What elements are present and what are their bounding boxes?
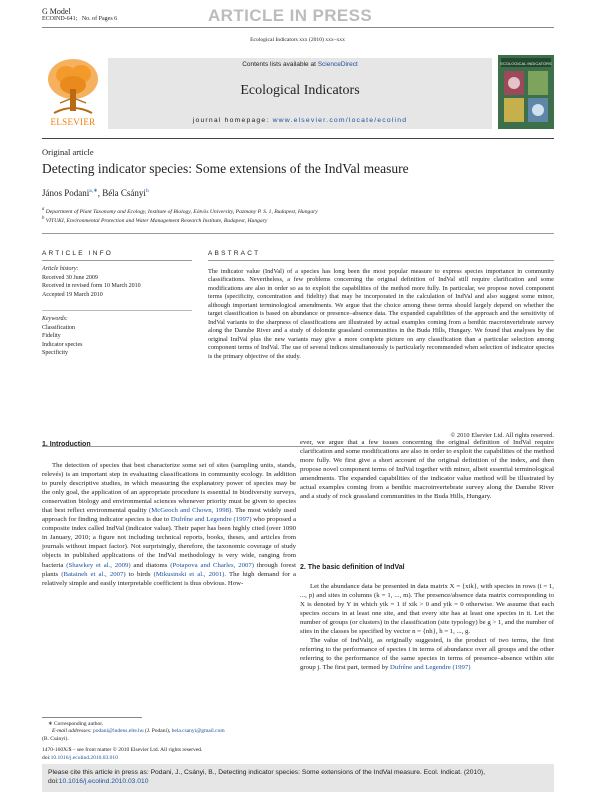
intro-paragraph-1 <box>42 461 296 588</box>
corresponding-author-footnote <box>42 721 292 743</box>
email-line <box>42 728 292 735</box>
journal-homepage-line <box>108 117 492 124</box>
intro-text-5: through forest plants <box>42 561 297 578</box>
masthead-divider <box>42 138 554 139</box>
elsevier-wordmark: ELSEVIER <box>50 117 96 127</box>
history-label: Article history: <box>42 266 79 272</box>
basic-paragraph-1: Let the abundance data be presented in data matrix X = {xik}, with species in rows (i = 1, ..., p) and sites in columns (k = 1, ..., m). The presence/absence data matrix corresponding to X is denoted by Y in which yik = 1 if xik > 0 and yik = 0 otherwise. We assume that each species occurs in at least one site, and that every site has at least one species in it. Let the number of groups (or clusters) in the classification (site typology) be g > 1, and the number of sites in the classes be specified by vector n = {nh}, h = 1, ..., g. <box>300 583 554 636</box>
affiliation-b-text: VITUKI, Environmental Protection and Water Management Research Institute, Budapest, Hungary <box>44 217 268 224</box>
email-csanyi-link[interactable]: bela.csanyi@gmail.com <box>171 728 225 735</box>
article-info-rule <box>42 260 192 261</box>
doi-prefix: doi: <box>42 755 51 761</box>
citation-shawkey[interactable]: (Shawkey et al., 2009) <box>66 561 131 569</box>
abstract-rule <box>208 260 554 261</box>
right-column-continuation <box>300 438 554 501</box>
citation-mcgeoch-chown[interactable]: (McGeoch and Chown, 1998). <box>149 507 233 515</box>
cite-text: Please cite this article in press as: Podani, J., Csányi, B., Detecting indicator species: Some extensions of the IndVal measure. Ecol. Indicat. (2010), doi: <box>48 769 486 785</box>
revised-date: Received in revised form 10 March 2010 <box>42 283 141 290</box>
abstract-heading: ABSTRACT <box>208 250 261 257</box>
affiliation-b-marker: b <box>42 216 45 221</box>
cite-this-article-box <box>42 764 554 792</box>
keywords-rule <box>42 310 192 311</box>
contents-line <box>108 61 492 68</box>
header-divider <box>42 27 554 28</box>
affiliation-a <box>42 207 318 215</box>
email-csanyi-name: (B. Csányi). <box>42 735 69 742</box>
article-info-heading: ARTICLE INFO <box>42 250 114 257</box>
homepage-url-link[interactable]: www.elsevier.com/locate/ecolind <box>272 117 408 124</box>
g-model-label: G Model <box>42 7 71 16</box>
keyword-item: Classification <box>42 324 75 331</box>
article-title: Detecting indicator species: Some extensions of the IndVal measure <box>42 161 409 176</box>
author-csanyi: Béla Csányi <box>102 188 146 198</box>
basic-definition-heading: 2. The basic definition of IndVal <box>300 564 405 571</box>
contents-prefix: Contents lists available at <box>242 61 318 68</box>
basic-paragraph-2 <box>300 636 554 672</box>
journal-reference: Ecological Indicators xxx (2010) xxx–xxx <box>250 37 345 43</box>
keyword-item: Indicator species <box>42 341 83 348</box>
introduction-heading: 1. Introduction <box>42 441 91 448</box>
author-separator: , <box>97 188 103 198</box>
article-code-line <box>42 16 117 22</box>
intro-text-4: and diatoms <box>130 561 171 569</box>
doi-line <box>42 755 442 762</box>
sciencedirect-link[interactable]: ScienceDirect <box>317 61 358 68</box>
email-podani-name: (J. Podani), <box>143 728 172 735</box>
intro-text-3: who proposed a composite index called IndVal (indicator value). Their paper has been highly cited (over 1090 in January, 2010; a figure not including technical reports, books, theses, and articles from journals without impact factor). Not surprisingly, therefore, the taxonomic coverage of study objects in published applications of the IndVal methodology is very wide, ranging from bacteria <box>42 516 297 569</box>
journal-title: Ecological Indicators <box>240 83 360 98</box>
elsevier-tree-logo-icon <box>42 55 104 119</box>
journal-cover-image <box>498 55 554 129</box>
citation-dufrene-legendre-2[interactable]: Dufrêne and Legendre (1997) <box>390 664 471 672</box>
issn-line: 1470-160X/$ – see front matter © 2010 Elsevier Ltd. All rights reserved. <box>42 747 203 753</box>
affiliation-a-text: Department of Plant Taxonomy and Ecology, Institute of Biology, Eötvös University, Pazmany P. S. 1, Budapest, Hungary <box>44 208 318 215</box>
intro-continuation: ever, we argue that a few issues concerning the original definition of IndVal require clarification and some modifications are also in order to exploit the capabilities of the method more fully. We first give a short account of the original definition of the index, and then propose novel component terms of IndVal together with minor, albeit essential terminological amendments. The expanded capabilities of the indicator value method will be illustrated by actual examples coming from a benthic macroinvertebrate survey along the Danube River and a study of rock grassland communities in the Buda Hills, Hungary. <box>300 439 554 501</box>
abstract-text: The indicator value (IndVal) of a species has long been the most popular measure to express species importance in community classifications. Nevertheless, a few problems concerning the original definition of IndVal still require clarification and some modifications are also in order so as to exploit the capabilities of the method more fully. In particular, we propose novel component terms (specificity, concentration and fidelity) that may be incorporated in the calculation of IndVal and also suggest some minor, although important terminological amendments. We argue that the choice among these terms should largely depend on whether the target classification is based on abundance or presence–absence data. The expanded capabilities of the approach and the sensitivity of IndVal variants to the sharpness of classifications are illustrated by actual examples coming from a benthic macroinvertebrate survey along the Danube River and a study of dolomite grassland communities in the Buda Hills, Hungary. We found that analyses by the original IndVal plus the new variants may give a more complete picture on any classification than a particular selection among component terms of IndVal. The use of several indices simultaneously is particularly recommended when selection of indicator species is the primary objective of the study. <box>208 268 554 360</box>
affiliation-a-marker: a <box>42 207 45 212</box>
article-type: Original article <box>42 147 94 157</box>
keywords-label: Keywords: <box>42 316 68 322</box>
email-podani-link[interactable]: podani@ludens.elte.hu <box>93 728 144 735</box>
intro-text-7: The high demand for a relatively simple and easily interpretable coefficient is thus obvious. How- <box>42 570 297 587</box>
article-history <box>42 265 192 299</box>
author-csanyi-affiliation-marker[interactable]: b <box>145 188 149 194</box>
author-list <box>42 188 149 198</box>
article-in-press-banner: ARTICLE IN PRESS <box>208 6 373 25</box>
corresponding-author-label: ∗ Corresponding author. <box>48 721 104 727</box>
intro-text-6: to birds <box>125 570 154 578</box>
email-label: E-mail addresses: <box>52 728 94 735</box>
intro-text-2: The most widely used approach for finding indicator species is due to <box>42 507 296 524</box>
citation-mikusinski[interactable]: (Mikusinski et al., 2001). <box>153 570 227 578</box>
intro-text-1: The detection of species that best characterize some set of sites (sampling units, stands, relevés) is an important step in evaluating classifications in community ecology. In addition to purely descriptive studies, in which measuring the explanatory power of species may be the only goal, the application of an appropriate procedure is essential in biodiversity surveys, conservation biology and environmental sciences whenever priority must be given to species that best reflect environmental quality <box>42 462 296 515</box>
basic-paragraph-2-text: The value of IndValij, as originally suggested, is the product of two terms, the first referring to the performance of species i in terms of abundance over all groups and the other referring to the performance of the same species in terms of presence–absence within site group j. The first part, termed by <box>300 637 554 672</box>
keywords-block <box>42 315 192 358</box>
affiliation-b <box>42 216 267 224</box>
accepted-date: Accepted 19 March 2010 <box>42 291 103 298</box>
keyword-item: Fidelity <box>42 333 61 340</box>
affiliation-divider <box>42 233 554 234</box>
cite-doi-link[interactable]: 10.1016/j.ecolind.2010.03.010 <box>58 778 149 785</box>
received-date: Received 30 June 2009 <box>42 274 98 281</box>
basic-definition-text <box>300 582 554 672</box>
homepage-prefix: journal homepage: <box>192 117 273 124</box>
article-code: ECOIND-641; <box>42 16 78 22</box>
author-podani: János Podani <box>42 188 90 198</box>
footnote-rule <box>42 717 142 718</box>
citation-dufrene-legendre[interactable]: Dufrêne and Legendre (1997) <box>170 516 252 524</box>
author-podani-affiliation-marker[interactable]: a,∗ <box>89 188 98 194</box>
introduction-paragraph <box>42 461 296 588</box>
citation-potapova-charles[interactable]: (Potapova and Charles, 2007) <box>170 561 254 569</box>
page-count: No. of Pages 6 <box>81 16 118 22</box>
doi-link[interactable]: 10.1016/j.ecolind.2010.03.010 <box>50 755 118 761</box>
cover-title: ECOLOGICAL INDICATORS <box>500 61 552 66</box>
copyright-notice: © 2010 Elsevier Ltd. All rights reserved. <box>450 432 554 439</box>
keyword-item: Specificity <box>42 350 68 357</box>
citation-bataineh[interactable]: (Bataineh et al., 2007) <box>61 570 126 578</box>
